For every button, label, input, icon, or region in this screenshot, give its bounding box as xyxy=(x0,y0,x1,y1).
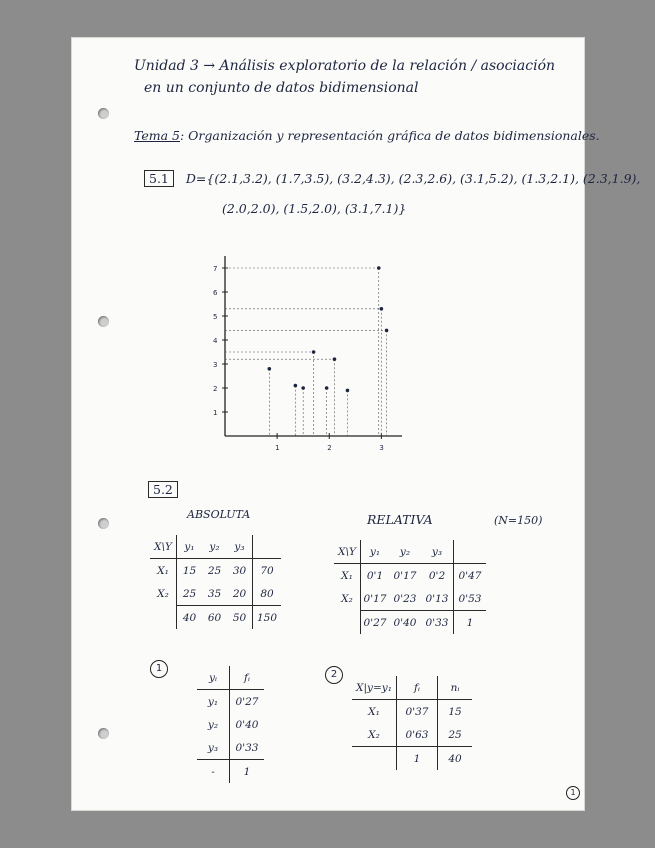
table-cell: 150 xyxy=(256,611,278,624)
absoluta-title: ABSOLUTA xyxy=(187,508,251,521)
relative-frequency-table xyxy=(334,540,486,634)
y-tick-label: 6 xyxy=(213,289,218,297)
table-cell: 0'2 xyxy=(421,564,454,588)
row-header xyxy=(150,606,177,630)
data-point xyxy=(346,389,350,393)
table-cell xyxy=(352,747,397,771)
table-row xyxy=(150,582,281,606)
table-row xyxy=(334,611,486,635)
table-cell: 70 xyxy=(260,564,274,577)
table-corner: X\Y xyxy=(334,540,361,564)
table-cell: 80 xyxy=(253,582,282,606)
table-row xyxy=(334,564,486,588)
subsection-1-marker: 1 xyxy=(150,660,168,678)
row-header: X₂ xyxy=(150,582,177,606)
header-row xyxy=(197,666,264,690)
subsection-2-marker: 2 xyxy=(325,666,343,684)
x-tick-label: 1 xyxy=(275,444,280,452)
table-cell: 0'40 xyxy=(393,616,417,629)
column-header xyxy=(253,535,282,559)
table-row xyxy=(197,690,264,714)
table-cell: 0'27 xyxy=(235,695,259,708)
row-header: X₂ xyxy=(334,587,361,611)
marginal-y-table xyxy=(197,666,264,783)
table-cell: 0'40 xyxy=(235,718,259,731)
section-5-2-label: 5.2 xyxy=(148,482,178,497)
column-header: y₁ xyxy=(177,535,203,559)
column-header: fᵢ xyxy=(230,666,265,690)
data-point xyxy=(377,266,381,270)
data-point xyxy=(301,386,305,390)
table-cell: 0'33 xyxy=(421,611,454,635)
table-row xyxy=(352,723,472,747)
table-cell: 1 xyxy=(466,616,474,629)
column-header: y₃ xyxy=(227,535,253,559)
table-row xyxy=(352,747,472,771)
column-header: y₃ xyxy=(421,540,454,564)
table-cell: 15 xyxy=(182,564,197,577)
table-cell: 0'17 xyxy=(393,569,417,582)
y-tick-label: 1 xyxy=(213,409,218,417)
column-header: y₂ xyxy=(389,540,421,564)
table-cell: y₁ xyxy=(197,690,230,714)
data-point xyxy=(312,350,316,354)
table-cell: 0'37 xyxy=(397,700,438,724)
dataset-line2: (2.0,2.0), (1.5,2.0), (3.1,7.1)} xyxy=(222,201,407,216)
y-tick-label: 4 xyxy=(213,337,218,345)
tema-label: Tema 5 xyxy=(134,128,180,143)
data-point xyxy=(380,307,384,311)
table-cell: y₂ xyxy=(197,713,230,736)
table-cell: - xyxy=(197,760,230,784)
column-header xyxy=(454,540,487,564)
column-header: yᵢ xyxy=(197,666,230,690)
table-cell: 15 xyxy=(448,705,462,718)
section-5-1-label: 5.1 xyxy=(144,170,174,187)
header-row xyxy=(150,535,281,559)
n-note: (N=150) xyxy=(494,514,543,527)
punch-hole xyxy=(98,108,109,119)
table-cell: 0'13 xyxy=(421,587,454,611)
unit-title-line2: en un conjunto de datos bidimensional xyxy=(144,80,419,96)
row-header xyxy=(334,611,361,635)
table-cell: 0'53 xyxy=(454,587,487,611)
y-tick-label: 3 xyxy=(213,361,218,369)
punch-hole xyxy=(98,518,109,529)
tema-heading xyxy=(134,128,600,143)
data-point xyxy=(333,357,337,361)
table-cell: 0'47 xyxy=(458,569,482,582)
table-cell: 35 xyxy=(202,582,227,606)
section-5-1-line1 xyxy=(144,171,640,186)
column-header: fᵢ xyxy=(397,676,438,700)
absolute-frequency-table xyxy=(150,535,281,629)
table-cell: X₁ xyxy=(352,700,397,724)
y-tick-label: 7 xyxy=(213,265,218,273)
punch-hole xyxy=(98,728,109,739)
column-header: nᵢ xyxy=(438,676,473,700)
row-header: X₁ xyxy=(150,559,177,583)
page-number: 1 xyxy=(566,786,580,800)
conditional-x-table xyxy=(352,676,472,770)
column-header: X|y=y₁ xyxy=(352,676,397,700)
table-cell: 0'33 xyxy=(230,736,265,760)
table-cell: 20 xyxy=(227,582,253,606)
table-cell: 25 xyxy=(438,723,473,747)
y-tick-label: 2 xyxy=(213,385,218,393)
table-cell: 0'1 xyxy=(366,569,384,582)
table-row xyxy=(150,606,281,630)
column-header: y₂ xyxy=(202,535,227,559)
table-row xyxy=(150,559,281,583)
unit-title-line1: Unidad 3 → Análisis exploratorio de la relación / asociación xyxy=(134,58,556,74)
table-cell: 0'63 xyxy=(397,723,438,747)
table-cell: X₂ xyxy=(352,723,397,747)
table-cell: 60 xyxy=(207,611,222,624)
table-cell: 1 xyxy=(397,747,438,771)
table-cell: 25 xyxy=(207,564,222,577)
header-row xyxy=(352,676,472,700)
table-cell: 40 xyxy=(448,752,462,765)
row-header: X₁ xyxy=(334,564,361,588)
table-cell: 25 xyxy=(177,582,203,606)
y-tick-label: 5 xyxy=(213,313,218,321)
table-cell: 0'23 xyxy=(389,587,421,611)
table-cell: 0'27 xyxy=(363,616,387,629)
header-row xyxy=(334,540,486,564)
table-cell: 30 xyxy=(227,559,253,583)
data-point xyxy=(385,329,389,333)
table-cell: 0'17 xyxy=(361,587,390,611)
table-cell: y₃ xyxy=(197,736,230,760)
x-tick-label: 3 xyxy=(379,444,384,452)
table-row xyxy=(197,713,264,736)
column-header: y₁ xyxy=(361,540,390,564)
table-row xyxy=(197,760,264,784)
table-row xyxy=(334,587,486,611)
x-tick-label: 2 xyxy=(327,444,332,452)
notebook-page xyxy=(72,38,641,810)
table-row xyxy=(352,700,472,724)
data-point xyxy=(294,384,298,388)
data-point xyxy=(268,367,272,371)
scatter-plot xyxy=(197,238,407,463)
dataset-line1: D={(2.1,3.2), (1.7,3.5), (3.2,4.3), (2.3,2.6), (3.1,5.2), (1.3,2.1), (2.3,1.9), xyxy=(185,171,641,186)
table-cell: 1 xyxy=(243,765,251,778)
table-cell: 40 xyxy=(182,611,197,624)
punch-hole xyxy=(98,316,109,327)
table-row xyxy=(197,736,264,760)
relativa-title: RELATIVA xyxy=(367,512,433,527)
tema-text: : Organización y representación gráfica de datos bidimensionales. xyxy=(180,128,600,143)
table-corner: X\Y xyxy=(150,535,177,559)
table-cell: 50 xyxy=(227,606,253,630)
data-point xyxy=(325,386,329,390)
